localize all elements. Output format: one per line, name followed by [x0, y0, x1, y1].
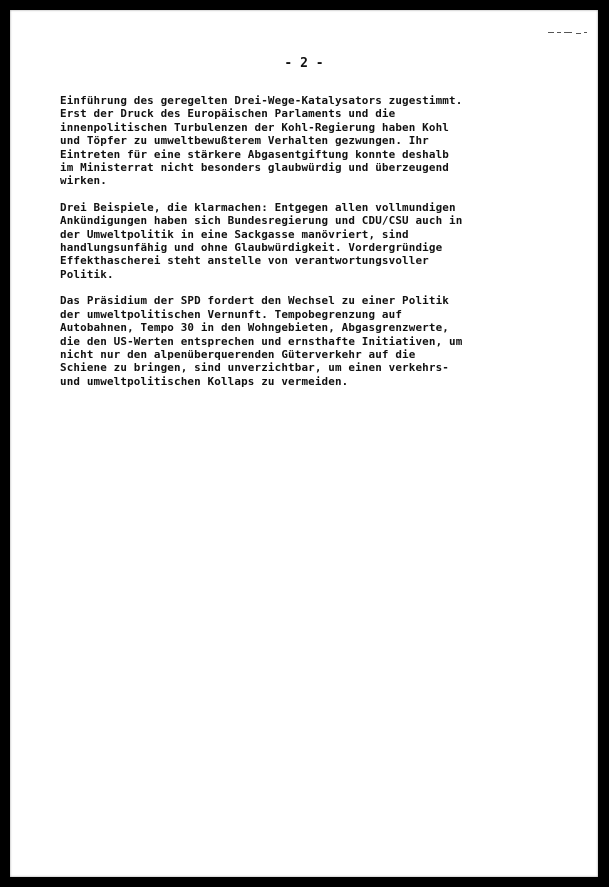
text-line: Politik. — [60, 267, 114, 281]
text-line: Autobahnen, Tempo 30 in den Wohngebieten, Abgasgrenzwerte, — [60, 321, 449, 335]
text-line: wirken. — [60, 174, 107, 188]
text-line: Einführung des geregelten Drei-Wege-Katalysators zugestimmt. — [60, 94, 463, 107]
text-line: nicht nur den alpenüberquerenden Güterverkehr auf die — [60, 347, 416, 361]
text-line: Das Präsidium der SPD fordert den Wechsel zu einer Politik — [60, 294, 449, 308]
text-line: handlungsunfähig und ohne Glaubwürdigkeit. Vordergründige — [60, 241, 443, 255]
text-line: die den US-Werten entsprechen und ernsthafte Initiativen, um — [60, 334, 463, 348]
text-line: im Ministerrat nicht besonders glaubwürdig und überzeugend — [60, 161, 449, 175]
text-line: Erst der Druck des Europäischen Parlaments und die — [60, 107, 396, 121]
document-page — [10, 10, 598, 877]
text-line: Effekthascherei steht anstelle von verantwortungsvoller — [60, 254, 429, 268]
text-line: der umweltpolitischen Vernunft. Tempobegrenzung auf — [60, 307, 403, 321]
body-text — [60, 94, 560, 401]
text-line: Ankündigungen haben sich Bundesregierung und CDU/CSU auch in — [60, 214, 463, 228]
text-line: und umweltpolitischen Kollaps zu vermeiden. — [60, 374, 349, 388]
text-line: der Umweltpolitik in eine Sackgasse manövriert, sind — [60, 227, 409, 241]
paragraph-2 — [60, 201, 560, 281]
page-number: - 2 - — [284, 56, 324, 71]
paragraph-1 — [60, 94, 560, 188]
text-line: Eintreten für eine stärkere Abgasentgiftung konnte deshalb — [60, 147, 449, 161]
text-line: Drei Beispiele, die klarmachen: Entgegen allen vollmundigen — [60, 200, 456, 214]
text-line: und Töpfer zu umweltbewußterem Verhalten gezwungen. Ihr — [60, 134, 429, 148]
text-line: Schiene zu bringen, sind unverzichtbar, um einen verkehrs- — [60, 361, 449, 375]
scan-artifact-mark — [548, 32, 588, 35]
text-line: innenpolitischen Turbulenzen der Kohl-Regierung haben Kohl — [60, 120, 449, 134]
paragraph-3 — [60, 294, 560, 388]
